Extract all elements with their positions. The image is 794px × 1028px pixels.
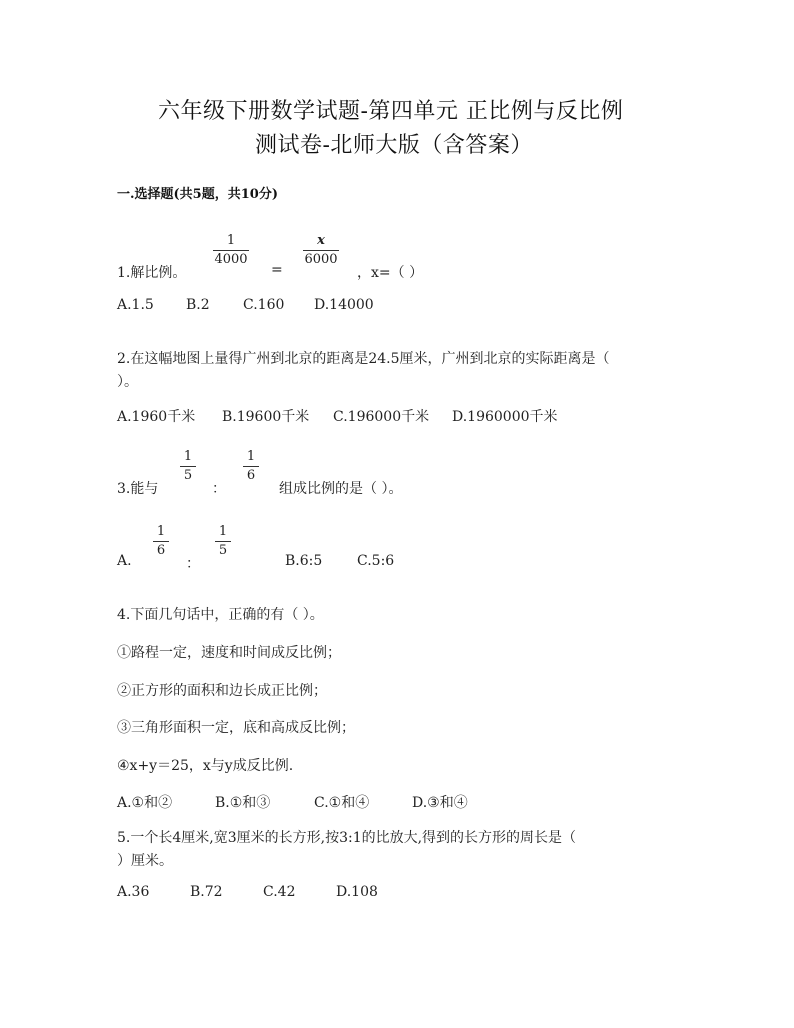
- q1-fraction-1-denominator: 4000: [214, 252, 248, 267]
- q4-option-d[interactable]: D.③和④: [412, 795, 468, 811]
- fraction-bar: [180, 466, 196, 467]
- q3-option-a-fraction-2-numerator: 1: [218, 524, 228, 539]
- q4-statement-3: ③三角形面积一定，底和高成反比例；: [117, 720, 355, 736]
- q3-option-a-colon: ：: [186, 556, 200, 572]
- q4-statement-1: ①路程一定，速度和时间成反比例；: [117, 645, 341, 661]
- q3-option-a-fraction-2-denominator: 5: [218, 543, 228, 558]
- q1-fraction-1: [213, 233, 249, 268]
- q4-stem: 4.下面几句话中，正确的有（ ）。: [117, 607, 324, 623]
- q2-stem-line1: 2.在这幅地图上量得广州到北京的距离是24.5厘米，广州到北京的实际距离是（: [117, 351, 610, 367]
- section-heading: 一.选择题(共5题，共10分): [117, 187, 278, 202]
- fraction-bar: [213, 250, 249, 251]
- q2-option-a[interactable]: A.1960千米: [117, 409, 196, 425]
- q5-stem-line1: 5.一个长4厘米,宽3厘米的长方形,按3:1的比放大,得到的长方形的周长是（: [117, 830, 577, 846]
- q3-fraction-2-numerator: 1: [246, 449, 256, 464]
- q1-option-a[interactable]: A.1.5: [117, 297, 154, 313]
- q3-option-a-fraction-1-denominator: 6: [156, 543, 166, 558]
- fraction-bar: [303, 250, 339, 251]
- q2-stem-line2: ）。: [117, 374, 138, 390]
- q5-option-c[interactable]: C.42: [263, 884, 296, 900]
- q3-fraction-1-denominator: 5: [183, 468, 193, 483]
- q1-fraction-2: [303, 233, 339, 268]
- q3-option-a-fraction-1-numerator: 1: [156, 524, 166, 539]
- q3-suffix: 组成比例的是（ ）。: [279, 481, 403, 497]
- q3-fraction-1: [180, 449, 196, 484]
- q3-prefix: 3.能与: [117, 481, 159, 497]
- q3-fraction-1-numerator: 1: [183, 449, 193, 464]
- q1-option-b[interactable]: B.2: [186, 297, 210, 313]
- q4-option-b[interactable]: B.①和③: [215, 795, 271, 811]
- q3-fraction-2-denominator: 6: [246, 468, 256, 483]
- q4-statement-2: ②正方形的面积和边长成正比例；: [117, 683, 327, 699]
- q1-fraction-2-numerator: x: [317, 233, 325, 248]
- q3-option-b[interactable]: B.6:5: [285, 553, 323, 569]
- fraction-bar: [153, 541, 169, 542]
- q1-option-c[interactable]: C.160: [243, 297, 285, 313]
- q2-option-d[interactable]: D.1960000千米: [452, 409, 558, 425]
- fraction-bar: [215, 541, 231, 542]
- q5-option-b[interactable]: B.72: [190, 884, 223, 900]
- q3-option-a-fraction-2: [215, 524, 231, 559]
- q1-fraction-1-numerator: 1: [226, 233, 236, 248]
- q5-option-a[interactable]: A.36: [117, 884, 150, 900]
- q3-fraction-2: [243, 449, 259, 484]
- q4-option-a[interactable]: A.①和②: [117, 795, 173, 811]
- q2-option-c[interactable]: C.196000千米: [333, 409, 430, 425]
- q3-colon: ：: [212, 481, 226, 497]
- q1-prefix: 1.解比例。: [117, 265, 187, 281]
- q1-option-d[interactable]: D.14000: [314, 297, 374, 313]
- document-title-line1: 六年级下册数学试题-第四单元 正比例与反比例: [158, 99, 624, 124]
- q5-stem-line2: ）厘米。: [117, 853, 173, 869]
- q4-option-c[interactable]: C.①和④: [314, 795, 370, 811]
- fraction-bar: [243, 466, 259, 467]
- q5-option-d[interactable]: D.108: [336, 884, 378, 900]
- q1-suffix: ，x=（ ）: [357, 265, 424, 281]
- q3-option-a-fraction-1: [153, 524, 169, 559]
- q2-option-b[interactable]: B.19600千米: [222, 409, 310, 425]
- q3-option-c[interactable]: C.5:6: [357, 553, 395, 569]
- q4-statement-4: ④x+y＝25，x与y成反比例.: [117, 758, 294, 774]
- document-title-line2: 测试卷-北师大版（含答案）: [255, 133, 533, 158]
- q1-fraction-2-denominator: 6000: [304, 252, 338, 267]
- q3-option-a[interactable]: A.: [117, 553, 132, 569]
- q1-equals: =: [271, 262, 283, 278]
